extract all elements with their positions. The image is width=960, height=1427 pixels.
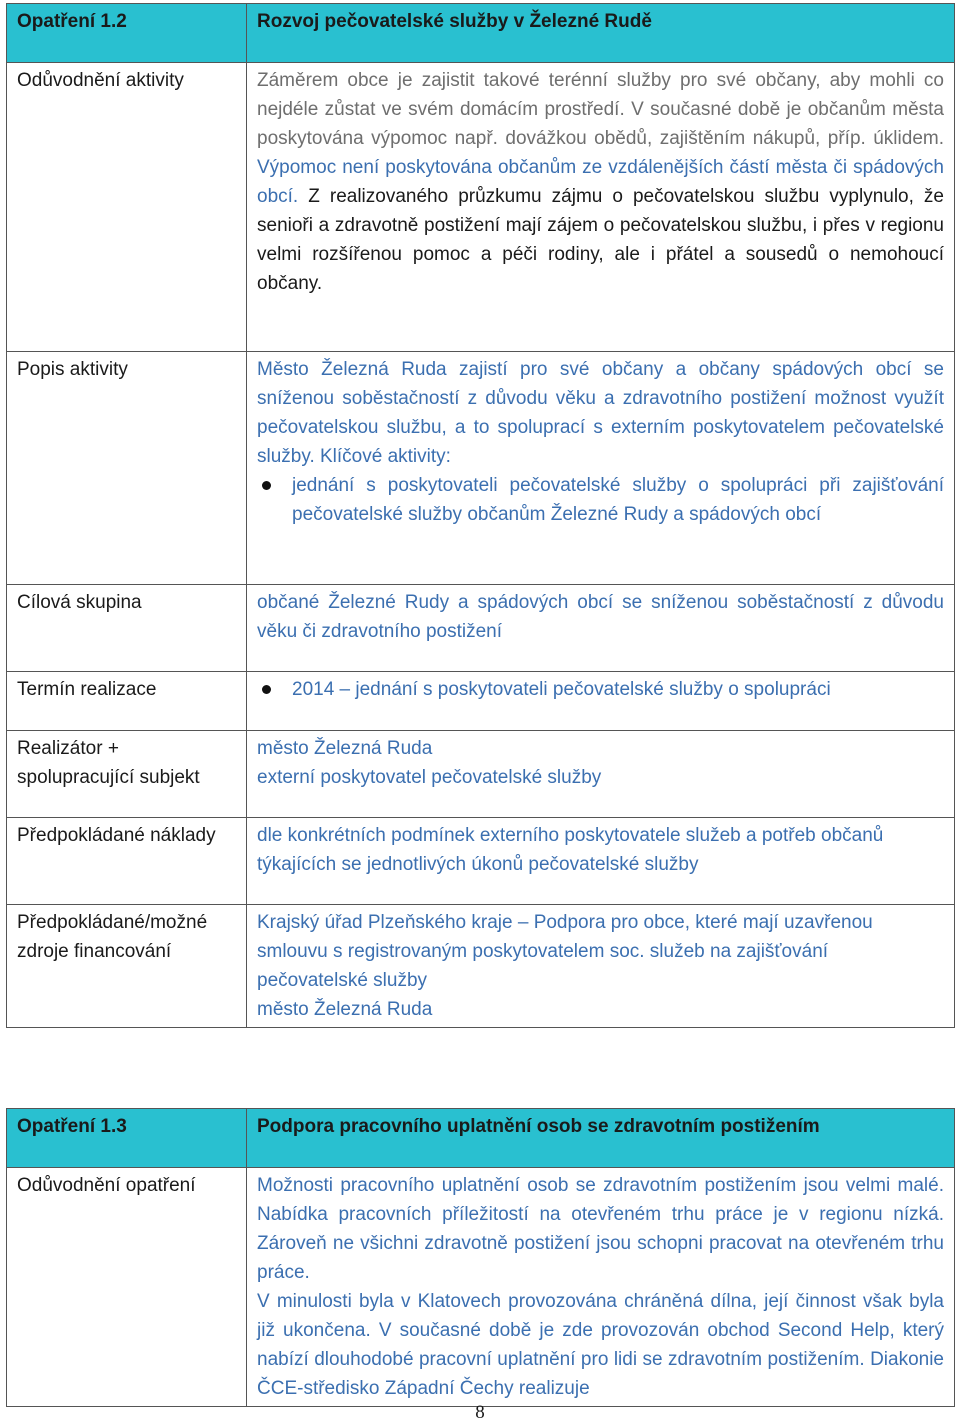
justification-text-part3: Z realizovaného průzkumu zájmu o pečovatelskou službu vyplynulo, že senioři a zdravotně postižení mají zájem o pečovatelskou službu, i přes v regionu velmi rozšířenou pomoc a péči rodiny, ale i přátel a sousedů o nemohoucí občany.: [257, 186, 944, 294]
measure-1-3-header-row: [7, 1109, 955, 1168]
justification-cell: [247, 1168, 955, 1407]
measure-1-2-table: [6, 3, 955, 1028]
costs-label: Předpokládané náklady: [7, 818, 247, 905]
description-row: [7, 352, 955, 585]
funding-line: město Železná Ruda: [257, 999, 433, 1020]
funding-label: Předpokládané/možné zdroje financování: [7, 905, 247, 1028]
justification-row: [7, 63, 955, 352]
implementer-line: město Železná Ruda: [257, 738, 433, 759]
funding-cell: [247, 905, 955, 1028]
list-item: 2014 – jednání s poskytovateli pečovatelské služby o spolupráci: [292, 675, 944, 704]
measure-1-3-table: [6, 1108, 955, 1407]
funding-row: [7, 905, 955, 1028]
justification-label: Odůvodnění aktivity: [7, 63, 247, 352]
measure-title: Podpora pracovního uplatnění osob se zdravotním postižením: [247, 1109, 955, 1168]
justification-text-part2: Výpomoc není poskytována občanům ze vzdálenějších částí města či spádových obcí.: [257, 157, 944, 207]
timeline-label: Termín realizace: [7, 672, 247, 731]
measure-title: Rozvoj pečovatelské služby v Železné Rudě: [247, 4, 955, 63]
measure-1-2-header-row: [7, 4, 955, 63]
justification-text: [247, 63, 955, 352]
list-item: jednání s poskytovateli pečovatelské služby o spolupráci při zajišťování pečovatelské služby občanům Železné Rudy a spádových obcí: [292, 471, 944, 529]
timeline-row: [7, 672, 955, 731]
description-text: Město Železná Ruda zajistí pro své občany a občany spádových obcí se sníženou soběstačností z důvodu věku a zdravotního postižení možnost využít pečovatelskou službu, a to spoluprací s externím poskytovatelem pečovatelské služby. Klíčové aktivity:: [257, 359, 944, 467]
partner-line: externí poskytovatel pečovatelské služby: [257, 767, 602, 788]
funding-line: Krajský úřad Plzeňského kraje – Podpora pro obce, které mají uzavřenou smlouvu s registrovaným poskytovatelem soc. služeb na zajišťování pečovatelské služby: [257, 912, 873, 991]
implementer-cell: [247, 731, 955, 818]
justification-text-part1: Záměrem obce je zajistit takové terénní služby pro své občany, aby mohli co nejdéle zůstat ve svém domácím prostředí. V současné době je občanům města poskytována výpomoc např. dovážkou obědů, zajištěním nákupů, příp. úklidem.: [257, 70, 944, 149]
timeline-cell: [247, 672, 955, 731]
costs-text: dle konkrétních podmínek externího poskytovatele služeb a potřeb občanů týkajících se jednotlivých úkonů pečovatelské služby: [247, 818, 955, 905]
justification-label: Odůvodnění opatření: [7, 1168, 247, 1407]
description-cell: [247, 352, 955, 585]
target-group-text: občané Železné Rudy a spádových obcí se sníženou soběstačností z důvodu věku či zdravotního postižení: [247, 585, 955, 672]
justification-paragraph: Možnosti pracovního uplatnění osob se zdravotním postižením jsou velmi malé. Nabídka pracovních příležitostí na otevřeném trhu práce je v regionu nízká. Zároveň ne všichni zdravotně postižení jsou schopni pracovat na otevřeném trhu práce.: [257, 1175, 944, 1283]
justification-row: [7, 1168, 955, 1407]
timeline-list: [257, 675, 944, 704]
target-group-row: [7, 585, 955, 672]
measure-label: Opatření 1.2: [7, 4, 247, 63]
implementer-label: Realizátor + spolupracující subjekt: [7, 731, 247, 818]
justification-paragraph: V minulosti byla v Klatovech provozována chráněná dílna, její činnost však byla již ukončena. V současné době je zde provozován obchod Second Help, který nabízí dlouhodobé pracovní uplatnění pro lidi se zdravotním postižením. Diakonie ČCE-středisko Západní Čechy realizuje: [257, 1291, 944, 1399]
key-activities-list: [257, 471, 944, 529]
target-group-label: Cílová skupina: [7, 585, 247, 672]
implementer-row: [7, 731, 955, 818]
page-number: 8: [475, 1402, 485, 1423]
measure-label: Opatření 1.3: [7, 1109, 247, 1168]
costs-row: [7, 818, 955, 905]
description-label: Popis aktivity: [7, 352, 247, 585]
